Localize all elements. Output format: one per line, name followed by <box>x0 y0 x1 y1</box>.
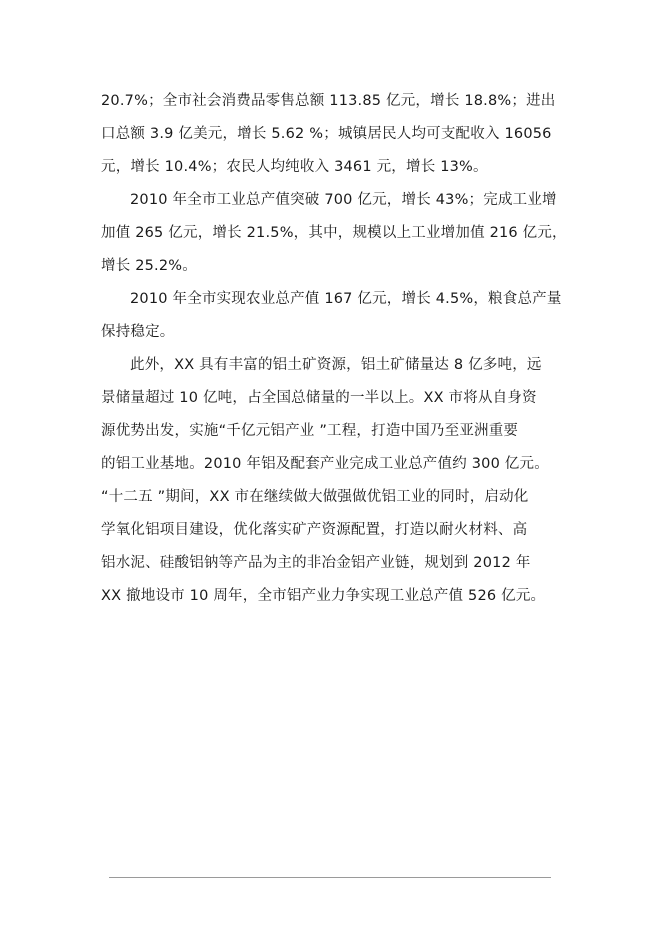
text-line: “十二五 ”期间，XX 市在继续做大做强做优铝工业的同时，启动化 <box>101 489 529 505</box>
text-line: 2010 年全市工业总产值突破 700 亿元，增长 43%；完成工业增 <box>130 192 557 208</box>
text-line: 元，增长 10.4%；农民人均纯收入 3461 元，增长 13%。 <box>101 159 488 175</box>
text-line: 此外，XX 具有丰富的铝土矿资源，铝土矿储量达 8 亿多吨，远 <box>130 357 542 373</box>
text-line: 加值 265 亿元，增长 21.5%，其中，规模以上工业增加值 216 亿元， <box>101 225 567 241</box>
body-text <box>101 85 567 613</box>
text-line: 增长 25.2%。 <box>101 258 197 274</box>
text-line: 20.7%；全市社会消费品零售总额 113.85 亿元，增长 18.8%；进出 <box>101 93 556 109</box>
text-line: 2010 年全市实现农业总产值 167 亿元，增长 4.5%，粮食总产量 <box>130 291 562 307</box>
footer-divider <box>109 877 551 878</box>
text-line: 的铝工业基地。2010 年铝及配套产业完成工业总产值约 300 亿元。 <box>101 456 549 472</box>
text-line: XX 撤地设市 10 周年，全市铝产业力争实现工业总产值 526 亿元。 <box>101 588 546 604</box>
text-line: 保持稳定。 <box>101 324 175 340</box>
text-line: 铝水泥、硅酸铝钠等产品为主的非冶金铝产业链，规划到 2012 年 <box>101 555 531 571</box>
text-line: 学氧化铝项目建设，优化落实矿产资源配置，打造以耐火材料、高 <box>101 522 528 538</box>
text-line: 景储量超过 10 亿吨，占全国总储量的一半以上。XX 市将从自身资 <box>101 390 537 406</box>
text-line: 源优势出发，实施“千亿元铝产业 ”工程，打造中国乃至亚洲重要 <box>101 423 519 439</box>
text-line: 口总额 3.9 亿美元，增长 5.62 %；城镇居民人均可支配收入 16056 <box>101 126 552 142</box>
